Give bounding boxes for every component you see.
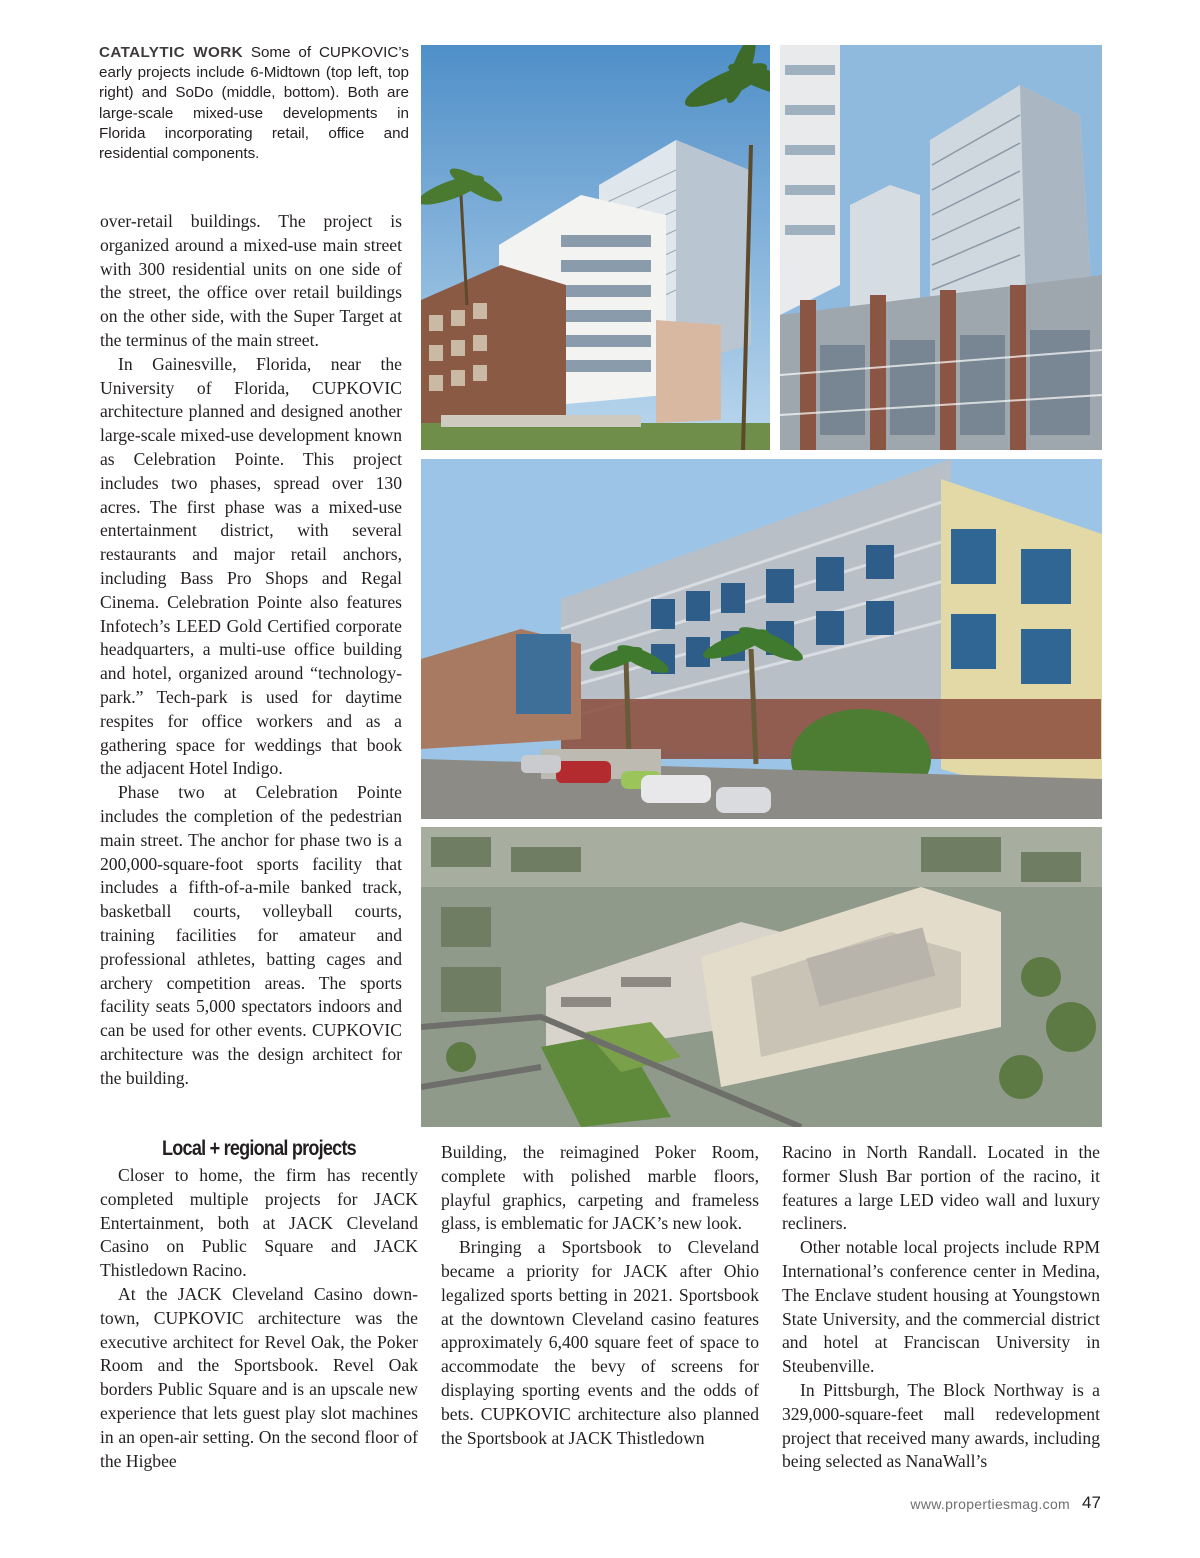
bottom-right-column-text (782, 1141, 1100, 1474)
photo-sodo-aerial-view (421, 827, 1102, 1127)
section-heading: Local + regional projects (162, 1137, 356, 1160)
bottom-left-column-text (100, 1164, 418, 1473)
photo-6-midtown-rendering-right (780, 45, 1102, 450)
paragraph: At the JACK Cleveland Casino downtown, CUPKOVIC architecture was the executive architect for Revel Oak, the Poker Room and the Sportsbook. Revel Oak borders Public Square and is an upscale new experience that lets guest play slot machines in an open-air setting. On the second floor of the Higbee (100, 1283, 418, 1471)
left-column-text (100, 210, 402, 1090)
caption-lead: CATALYTIC WORK (99, 44, 243, 61)
paragraph: In Pittsburgh, The Block Northway is a 329,000-square-feet mall redevelopment project that received many awards, including being selected as NanaWall’s (782, 1379, 1100, 1472)
caption-text: Some of CUPKOVIC’s early projects include 6-Midtown (top left, top right) and SoDo (middle, bottom). Both are large-scale mixed-use developments in Florida incorporating retail, office and residential components. (99, 44, 409, 163)
paragraph: In Gainesville, Florida, near the University of Florida, CUPKOVIC architecture planned and designed another large-scale mixed-use development known as Celebration Pointe. This project includes two phases, spread over 130 acres. The first phase was a mixed-use entertainment district, with several restaurants and major retail anchors, including Bass Pro Shops and Regal Cinema. Celebration Pointe also features Infotech’s LEED Gold Certified corporate headquarters, a multi-use office building and hotel, organized around “technology-park.” Tech-park is used for daytime respites for office workers and as a gathering space for weddings that book the adjacent Hotel Indigo. (100, 353, 402, 779)
photo-6-midtown-rendering-left (421, 45, 770, 450)
photo-caption (99, 43, 409, 164)
paragraph: Racino in North Randall. Located in the former Slush Bar portion of the racino, it features a large LED video wall and luxury recliners. (782, 1142, 1100, 1234)
bottom-middle-column-text (441, 1141, 759, 1450)
page-number: 47 (1082, 1493, 1101, 1512)
paragraph: Closer to home, the firm has recently completed multiple projects for JACK Entertainment, both at JACK Cleveland Casino on Public Square and JACK Thistledown Racino. (100, 1165, 418, 1281)
photo-sodo-street-view (421, 459, 1102, 819)
paragraph: Bringing a Sportsbook to Cleveland became a priority for JACK after Ohio legalized sports betting in 2021. Sportsbook at the downtown Cleveland casino features approximately 6,400 square feet of space to accommodate the bevy of screens for displaying sporting events and the odds of bets. CUPKOVIC architecture also planned the Sportsbook at JACK Thistledown (441, 1237, 759, 1448)
paragraph: Phase two at Celebration Pointe includes the completion of the pedestrian main street. The anchor for phase two is a 200,000-square-foot sports facility that includes a fifth-of-a-mile banked track, basketball courts, volleyball courts, training facilities for amateur and professional athletes, batting cages and archery competition areas. The sports facility seats 5,000 spectators indoors and can be used for other events. CUPKOVIC architecture was the design architect for the building. (100, 782, 402, 1088)
paragraph: Building, the reimagined Poker Room, complete with polished marble floors, playful graphics, carpeting and frameless glass, is emblematic for JACK’s new look. (441, 1142, 759, 1234)
footer-url: www.propertiesmag.com (910, 1496, 1070, 1512)
paragraph: Other notable local projects include RPM International’s conference center in Medina, The Enclave student housing at Youngstown State University, and the commercial district and hotel at Franciscan University in Steubenville. (782, 1237, 1100, 1377)
paragraph: over-retail buildings. The project is organized around a mixed-use main street with 300 residential units on one side of the street, the office over retail buildings on the other side, with the Super Target at the terminus of the main street. (100, 211, 402, 350)
